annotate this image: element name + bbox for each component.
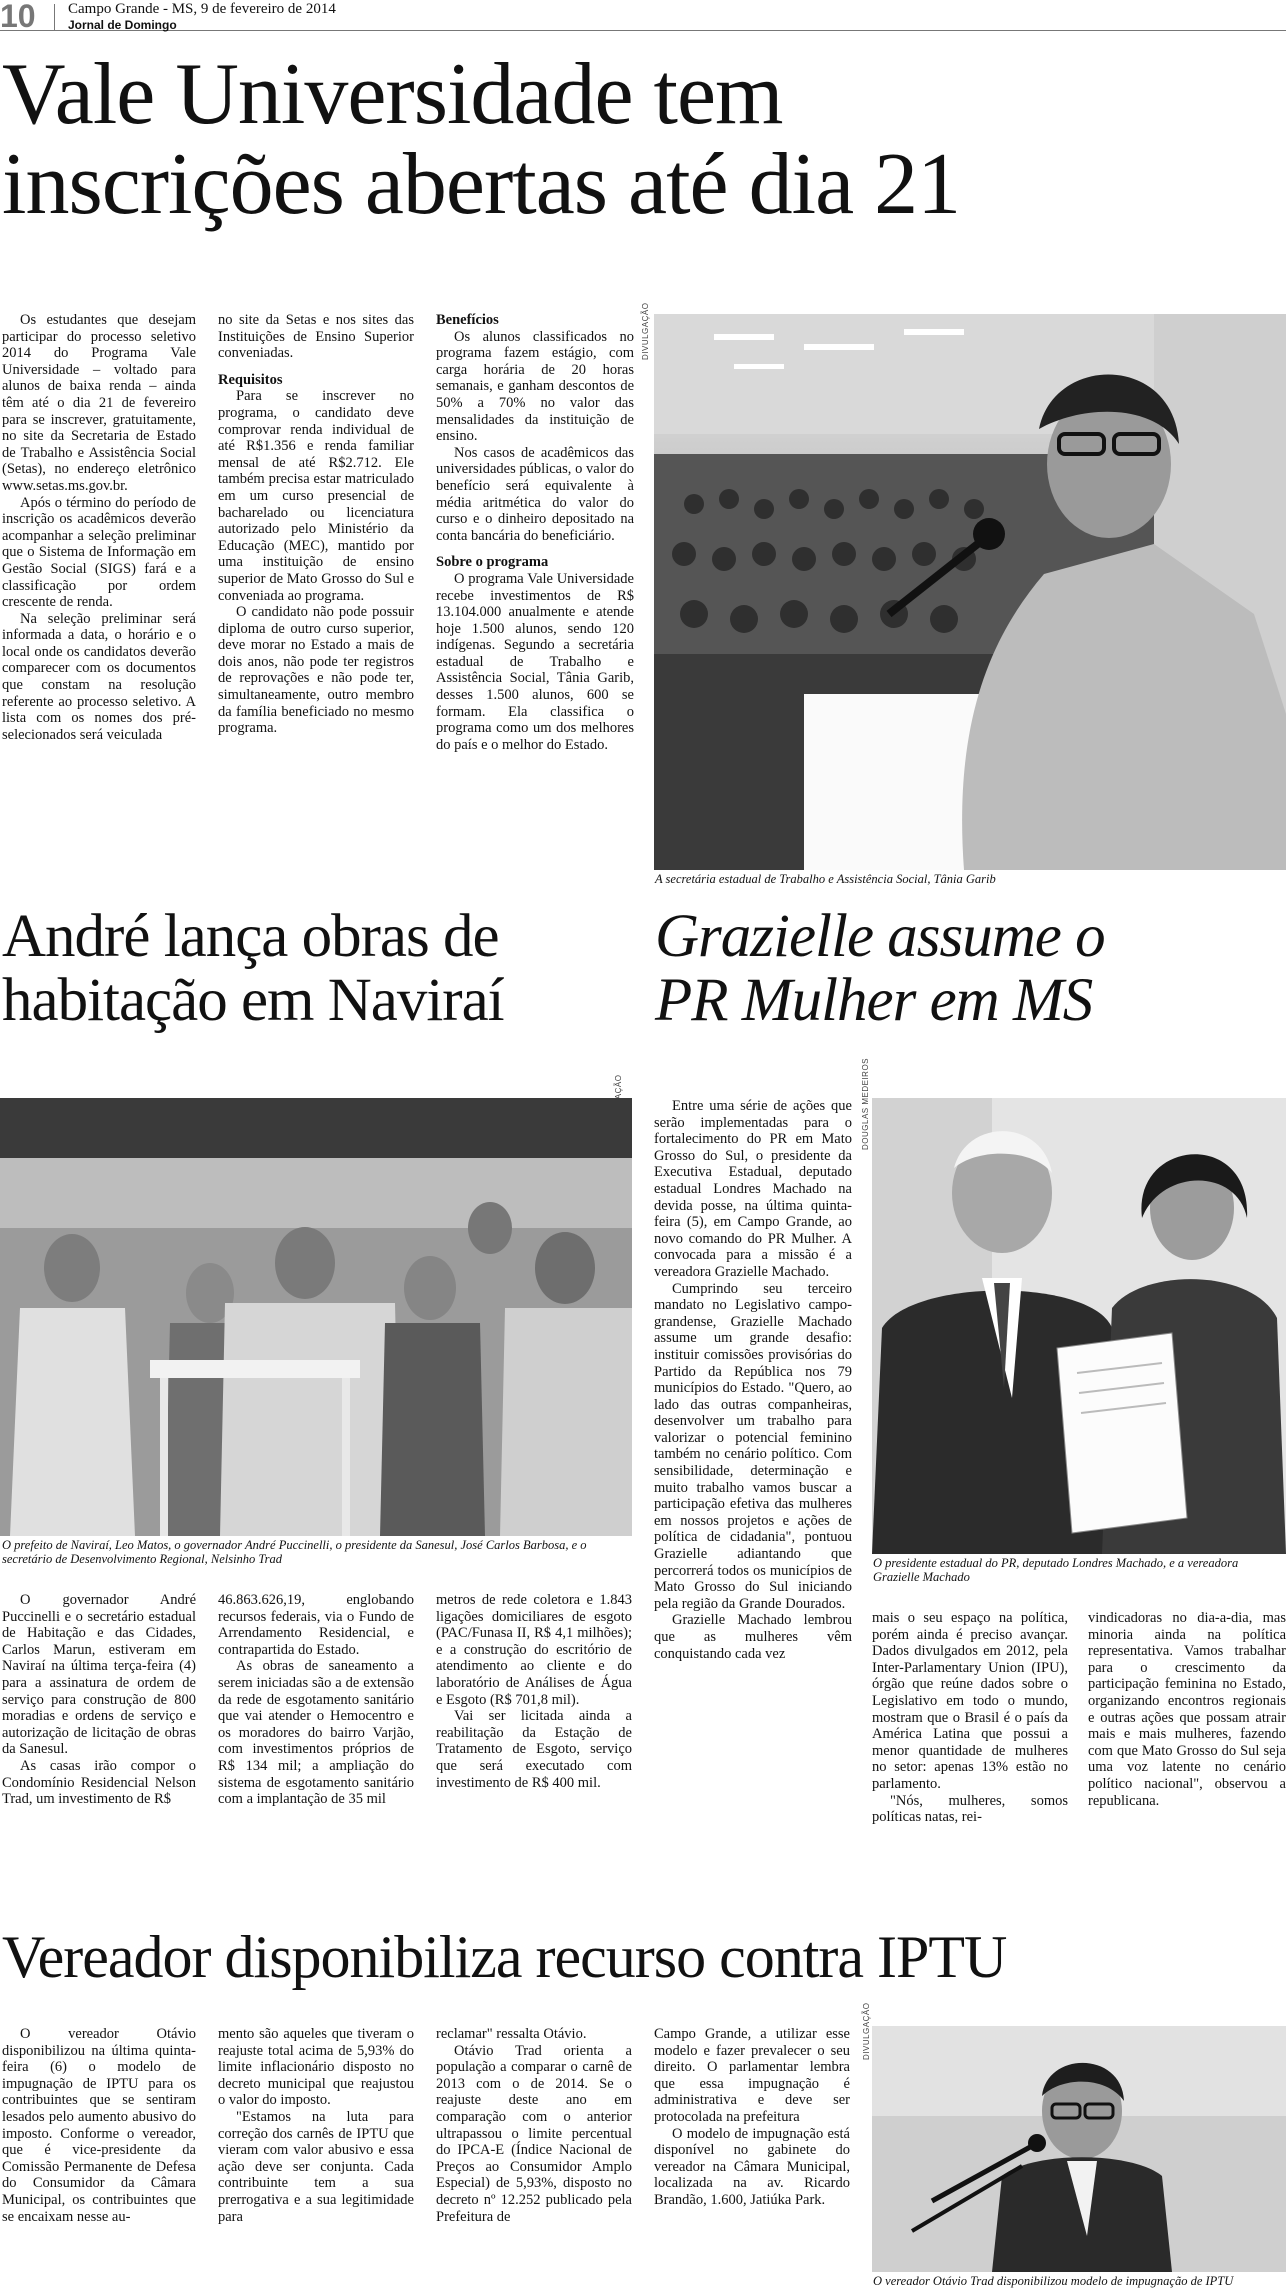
story3-headline: [655, 905, 1285, 1033]
story3-headline-line1: Grazielle assume o: [655, 903, 1105, 970]
story2-photo: [0, 1098, 632, 1536]
councilman-at-microphone-photo: [872, 2026, 1286, 2272]
story3-column-2: [872, 1610, 1068, 1826]
story4-photo: [872, 2026, 1286, 2272]
paragraph: Na seleção preliminar será informada a data, o horário e o local onde os candidatos deverão comparecer com os documentos que constam na resolução referente ao processo seletivo. A lista com os nomes dos pré-selecionados será veiculada: [2, 610, 196, 743]
subhead-requisitos: Requisitos: [218, 371, 283, 388]
paragraph: Para se inscrever no programa, o candidato deve comprovar renda individual de até R$1.356 e renda familiar mensal de até R$2.712. Ele também precisa estar matriculado em um curso presencial de bacharelado ou licenciatura autorizado pelo Ministério da Educação (MEC), mantido por uma instituição de ensino superior de Mato Grosso do Sul e conveniada ao programa.: [218, 388, 414, 604]
paragraph: Vai ser licitada ainda a reabilitação da Estação de Tratamento de Esgoto, serviço que será executado com investimento de R$ 400 mil.: [436, 1708, 632, 1791]
story1-column-3: [436, 312, 634, 753]
paragraph: O modelo de impugnação está disponível no gabinete do vereador na Câmara Municipal, localizada na av. Ricardo Brandão, 1.600, Jatiúka Park.: [654, 2125, 850, 2208]
story1-headline-line2: inscrições abertas até dia 21: [2, 136, 961, 233]
story2-caption: O prefeito de Naviraí, Leo Matos, o governador André Puccinelli, o presidente da Sanesul, José Carlos Barbosa, e o secretário de Desenvolvimento Regional, Nelsinho Trad: [2, 1538, 587, 1566]
paragraph: O programa Vale Universidade recebe investimentos de R$ 13.104.000 anualmente e atende hoje 1.500 alunos, sendo 120 indígenas. Segundo a secretária estadual de Trabalho e Assistência Social, Tânia Garib, desses 1.500 alunos, 600 se formam. Ela classifica o programa como um dos melhores do país e o melhor do Estado.: [436, 570, 634, 753]
dateline: Campo Grande - MS, 9 de fevereiro de 2014: [68, 1, 336, 17]
story4-caption: O vereador Otávio Trad disponibilizou modelo de impugnação de IPTU: [873, 2274, 1234, 2288]
story3-caption: O presidente estadual do PR, deputado Londres Machado, e a vereadora Grazielle Machado: [873, 1556, 1239, 1584]
paragraph: Campo Grande, a utilizar esse modelo e fazer prevalecer o seu direito. O parlamentar lembra que essa impugnação é administrativa e deve ser protocolada na prefeitura: [654, 2026, 850, 2125]
story1-column-1: [2, 312, 196, 743]
story2-column-2: [218, 1592, 414, 1808]
story4-photo-credit: DIVULGAÇÃO: [862, 2002, 871, 2060]
story2-headline-line2: habitação em Naviraí: [2, 967, 504, 1034]
paragraph: mais o seu espaço na política, porém ainda é preciso avançar. Dados divulgados em 2012, pela Inter-Parlamentary Union (IPU), órgão que reúne dados sobre o Legislativo em todo o mundo, mostram que o Brasil é o país da América Latina que possui a menor quantidade de mulheres no setor: apenas 13% estão no parlamento.: [872, 1610, 1068, 1792]
header-divider: [54, 4, 55, 30]
paragraph: Grazielle Machado lembrou que as mulheres vêm conquistando cada vez: [654, 1612, 852, 1662]
paragraph: Nos casos de acadêmicos das universidades públicas, o valor do benefício será equivalente à média aritmética do valor do curso e o dinheiro depositado na conta bancária do beneficiário.: [436, 444, 634, 544]
story1-caption: A secretária estadual de Trabalho e Assistência Social, Tânia Garib: [655, 872, 996, 886]
subhead-beneficios: Benefícios: [436, 312, 499, 328]
paragraph: no site da Setas e nos sites das Instituições de Ensino Superior conveniadas.: [218, 312, 414, 362]
paragraph: O governador André Puccinelli e o secretário estadual de Habitação e das Cidades, Carlos Marun, estiveram em Naviraí na última terça-feira (4) para a assinatura de ordem de serviço para construção de 800 moradias e ordens de serviço e autorização de licitação de obras da Sanesul.: [2, 1592, 196, 1758]
story2-headline-line1: André lança obras de: [2, 903, 499, 970]
paragraph: Cumprindo seu terceiro mandato no Legislativo campo-grandense, Grazielle Machado assume um grande desafio: instituir comissões provisórias do Partido da República nos 79 municípios do Estado. "Quero, ao lado das outras companheiras, desenvolver um trabalho para valorizar o potencial feminino também no cenário político. Com sensibilidade, determinação e muito trabalho vamos buscar a participação efetiva das mulheres em nossos projetos e ações de política de cidadania", pontuou Grazielle adiantando que percorrerá todos os municípios de Mato Grosso do Sul iniciando pela região da Grande Dourados.: [654, 1280, 852, 1612]
paragraph: Entre uma série de ações que serão implementadas para o fortalecimento do PR em Mato Grosso do Sul, o presidente da Executiva Estadual, deputado estadual Londres Machado na devida posse, na última quinta-feira (5), em Campo Grande, ao novo comando do PR Mulher. A convocada para a missão é a vereadora Grazielle Machado.: [654, 1098, 852, 1280]
story1-photo: [654, 314, 1286, 870]
ceremony-group-photo: [0, 1098, 632, 1536]
paragraph: vindicadoras no dia-a-dia, mas minoria ainda na política representativa. Vamos trabalhar para o crescimento da participação feminina no Estado, organizando encontros regionais e outras ações que possam atrair mais e mais mulheres, fazendo com que Mato Grosso do Sul seja uma voz latente no cenário político nacional", observou a republicana.: [1088, 1610, 1286, 1809]
paragraph: As casas irão compor o Condomínio Residencial Nelson Trad, um investimento de R$: [2, 1757, 196, 1808]
page-number: 10: [0, 0, 36, 34]
story1-headline: [2, 46, 1282, 233]
story2-headline: [2, 905, 642, 1033]
story3-photo: [872, 1098, 1286, 1554]
paragraph: O vereador Otávio disponibilizou na última quinta-feira (6) o modelo de impugnação de IPTU para os contribuintes que se sentiram lesados pelo aumento abusivo do imposto. Conforme o vereador, que é vice-presidente da Comissão Permanente de Defesa do Consumidor da Câmara Municipal, os contribuintes que se encaixam nesse au-: [2, 2026, 196, 2225]
paragraph: 46.863.626,19, englobando recursos federais, via o Fundo de Arrendamento Residencial, e contrapartida do Estado.: [218, 1592, 414, 1658]
paragraph: reclamar" ressalta Otávio.: [436, 2026, 587, 2042]
subhead-sobre-programa: Sobre o programa: [436, 554, 549, 571]
paragraph: Os estudantes que desejam participar do processo seletivo 2014 do Programa Vale Universidade – voltado para alunos de baixa renda – ainda têm até o dia 21 de fevereiro para se inscrever, gratuitamente, no site da Secretaria de Estado de Trabalho e Assistência Social (Setas), no endereço eletrônico www.setas.ms.gov.br.: [2, 312, 196, 494]
paper-name: Jornal de Domingo: [68, 18, 177, 32]
story4-column-3: [436, 2026, 632, 2225]
paragraph: "Estamos na luta para correção dos carnês de IPTU que vieram com valor abusivo e essa ação deve ser conjunta. Cada contribuinte tem a sua prerrogativa e a sua legitimidade para: [218, 2108, 414, 2225]
story2-column-1: [2, 1592, 196, 1808]
paragraph: mento são aqueles que tiveram o reajuste total acima de 5,93% do limite inflacionário disposto no decreto municipal que reajustou o valor do imposto.: [218, 2026, 414, 2109]
story2-column-3: [436, 1592, 632, 1791]
paragraph: O candidato não pode possuir diploma de outro curso superior, deve morar no Estado a mais de dois anos, não pode ter registros de reprovações e não pode ter, simultaneamente, outro membro da família beneficiado no mesmo programa.: [218, 604, 414, 737]
speaker-at-podium-photo: [654, 314, 1286, 870]
story4-column-2: [218, 2026, 414, 2225]
story1-column-2: [218, 312, 414, 737]
page-header: [0, 0, 1286, 34]
story3-column-1: [654, 1098, 852, 1662]
paragraph: "Nós, mulheres, somos políticas natas, rei-: [872, 1792, 1068, 1826]
story4-column-4: [654, 2026, 850, 2209]
story3-headline-line2: PR Mulher em MS: [655, 967, 1093, 1034]
story4-column-1: [2, 2026, 196, 2225]
story1-photo-credit: DIVULGAÇÃO: [641, 302, 650, 360]
paragraph: As obras de saneamento a serem iniciadas são a de extensão da rede de esgotamento sanitário que vai atender o Hemocentro e os moradores do bairro Varjão, com investimentos próprios de R$ 134 mil; a ampliação do sistema de esgotamento sanitário com a implantação de 35 mil: [218, 1658, 414, 1808]
story4-headline: Vereador disponibiliza recurso contra IPTU: [2, 1924, 1007, 1990]
story1-headline-line1: Vale Universidade tem: [2, 46, 783, 143]
paragraph: Otávio Trad orienta a população a comparar o carnê de 2013 com o de 2014. Se o reajuste deste ano em comparação com o anterior ultrapassou o limite percentual do IPCA-E (Índice Nacional de Preços ao Consumidor Amplo Especial) de 5,93%, disposto no decreto nº 12.252 publicado pela Prefeitura de: [436, 2042, 632, 2225]
story3-column-3: [1088, 1610, 1286, 1809]
two-people-document-photo: [872, 1098, 1286, 1554]
paragraph: metros de rede coletora e 1.843 ligações domiciliares de esgoto (PAC/Funasa II, R$ 4,1 milhões); e a construção do escritório de atendimento ao cliente e do laboratório de Análises de Água e Esgoto (R$ 701,8 mil).: [436, 1592, 632, 1708]
paragraph: Os alunos classificados no programa fazem estágio, com carga horária de 20 horas semanais, e ganham descontos de 50% a 70% no valor das mensalidades da instituição de ensino.: [436, 328, 634, 445]
story3-photo-credit: DOUGLAS MEDEIROS: [861, 1057, 870, 1150]
paragraph: Após o término do período de inscrição os acadêmicos deverão acompanhar a seleção preliminar que o Sistema de Informação em Gestão Social (SIGS) fará e a classificação por ordem crescente de renda.: [2, 494, 196, 611]
